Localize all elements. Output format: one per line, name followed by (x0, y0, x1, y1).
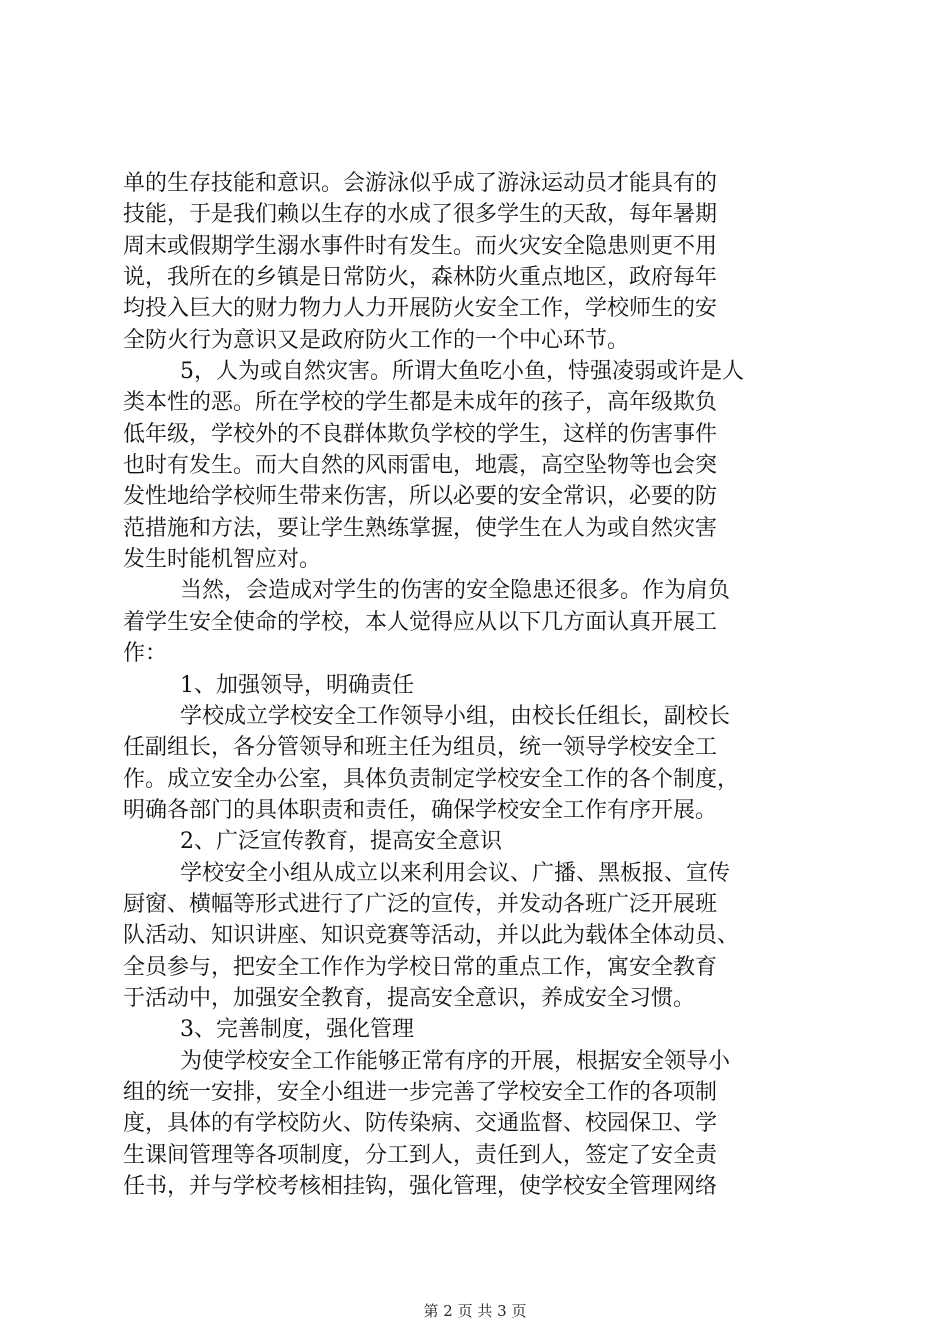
text-line: 1、加强领导，明确责任 (180, 672, 414, 698)
text-line: 技能，于是我们赖以生存的水成了很多学生的天敌，每年暑期 (123, 202, 718, 228)
page-footer: 第 2 页 共 3 页 (423, 1302, 527, 1320)
text-line: 明确各部门的具体职责和责任，确保学校安全工作有序开展。 (123, 797, 718, 823)
text-line: 任书，并与学校考核相挂钩，强化管理，使学校安全管理网络 (123, 1174, 718, 1199)
text-line: 任副组长，各分管领导和班主任为组员，统一领导学校安全工 (123, 735, 718, 761)
text-line: 当然，会造成对学生的伤害的安全隐患还很多。作为肩负 (180, 578, 731, 604)
text-line: 作。成立安全办公室，具体负责制定学校安全工作的各个制度， (123, 766, 740, 792)
text-line: 低年级，学校外的不良群体欺负学校的学生，这样的伤害事件 (123, 421, 718, 447)
text-line: 度，具体的有学校防火、防传染病、交通监督、校园保卫、学 (123, 1111, 718, 1137)
text-line: 说，我所在的乡镇是日常防火，森林防火重点地区，政府每年 (123, 265, 718, 291)
body-text (123, 168, 833, 1202)
text-line: 学校成立学校安全工作领导小组，由校长任组长，副校长 (180, 703, 731, 729)
text-line: 均投入巨大的财力物力人力开展防火安全工作，学校师生的安 (123, 296, 718, 322)
text-line: 厨窗、横幅等形式进行了广泛的宣传，并发动各班广泛开展班 (123, 891, 718, 917)
text-line: 作： (123, 641, 168, 667)
text-line: 着学生安全使命的学校，本人觉得应从以下几方面认真开展工 (123, 609, 718, 635)
text-line: 范措施和方法，要让学生熟练掌握，使学生在人为或自然灾害 (123, 515, 718, 541)
text-line: 周末或假期学生溺水事件时有发生。而火灾安全隐患则更不用 (123, 233, 718, 259)
text-line: 生课间管理等各项制度，分工到人，责任到人，签定了安全责 (123, 1142, 718, 1168)
text-line: 于活动中，加强安全教育，提高安全意识，养成安全习惯。 (123, 985, 696, 1011)
text-line: 类本性的恶。所在学校的学生都是未成年的孩子，高年级欺负 (123, 390, 718, 416)
text-line: 5，人为或自然灾害。所谓大鱼吃小鱼，恃强凌弱或许是人 (180, 359, 744, 385)
text-line: 全防火行为意识又是政府防火工作的一个中心环节。 (123, 327, 630, 353)
text-line: 组的统一安排，安全小组进一步完善了学校安全工作的各项制 (123, 1079, 718, 1105)
text-line: 发性地给学校师生带来伤害，所以必要的安全常识，必要的防 (123, 484, 718, 510)
text-line: 全员参与，把安全工作作为学校日常的重点工作，寓安全教育 (123, 954, 718, 980)
text-line: 为使学校安全工作能够正常有序的开展，根据安全领导小 (180, 1048, 731, 1074)
text-line: 单的生存技能和意识。会游泳似乎成了游泳运动员才能具有的 (123, 171, 718, 196)
text-line: 也时有发生。而大自然的风雨雷电，地震，高空坠物等也会突 (123, 453, 718, 479)
text-line: 发生时能机智应对。 (123, 547, 322, 573)
text-line: 3、完善制度，强化管理 (180, 1017, 414, 1043)
text-line: 学校安全小组从成立以来利用会议、广播、黑板报、宣传 (180, 860, 731, 886)
text-line: 队活动、知识讲座、知识竞赛等活动，并以此为载体全体动员、 (123, 923, 740, 949)
text-line: 2、广泛宣传教育，提高安全意识 (180, 829, 502, 855)
